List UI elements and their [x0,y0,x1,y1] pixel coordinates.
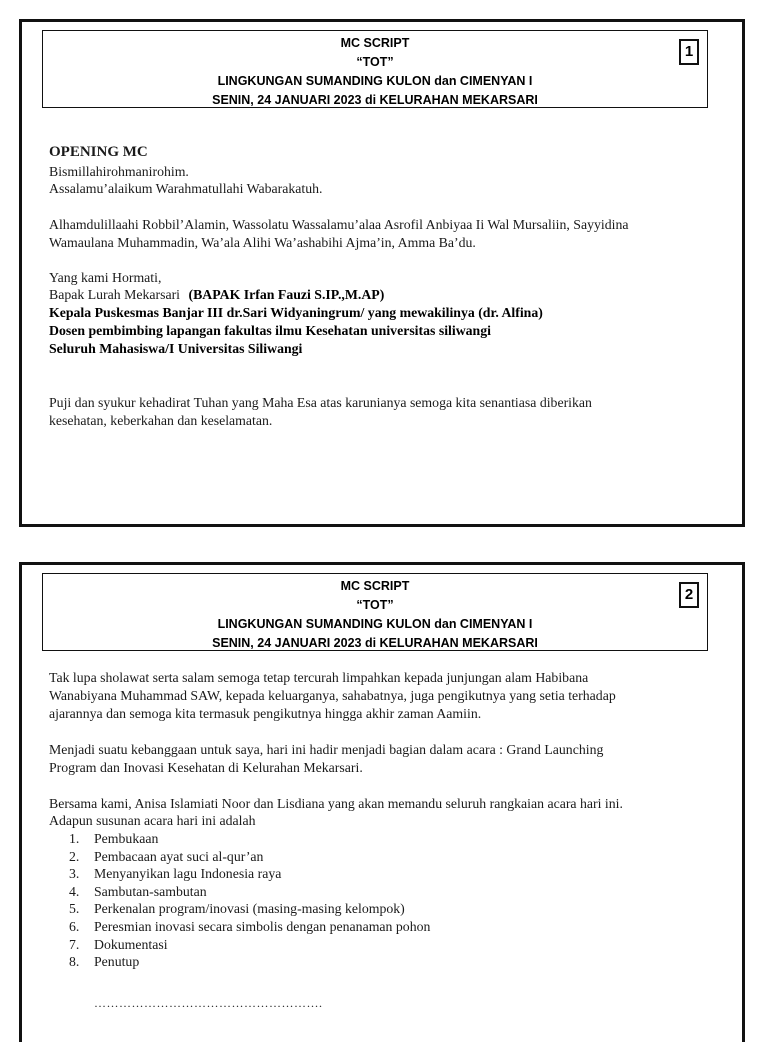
host-intro-line: Bersama kami, Anisa Islamiati Noor dan Lisdiana yang akan memandu seluruh rangkaian acara hari ini. [49,796,623,811]
page-number: 1 [679,39,699,65]
thanks-line: Puji dan syukur kehadirat Tuhan yang Maha Esa atas karunianya semoga kita senantiasa diberikan [49,395,592,410]
host-intro-line: Adapun susunan acara hari ini adalah [49,813,256,828]
sholawat-line: ajarannya dan semoga kita termasuk pengikutnya hingga akhir zaman Aamiin. [49,706,482,721]
script-page-2 [19,562,745,1042]
greeting-line: Assalamu’alaikum Warahmatullahi Wabarakatuh. [49,181,323,196]
list-item: 3. Menyanyikan lagu Indonesia raya [69,866,282,882]
header-subtitle: “TOT” [356,598,394,612]
header-title: MC SCRIPT [340,579,410,593]
header-date-place: SENIN, 24 JANUARI 2023 di KELURAHAN MEKARSARI [212,93,538,107]
list-item: 5. Perkenalan program/inovasi (masing-masing kelompok) [69,901,405,917]
list-item: 1. Pembukaan [69,831,159,846]
list-item: 6. Peresmian inovasi secara simbolis dengan penanaman pohon [69,918,431,934]
event-intro-line: Menjadi suatu kebanggaan untuk saya, hari ini hadir menjadi bagian dalam acara : Grand Launching [49,742,604,757]
header-location: LINGKUNGAN SUMANDING KULON dan CIMENYAN I [217,617,533,631]
agenda-list [69,830,430,971]
list-item: 7. Dokumentasi [69,936,168,952]
header-date-place: SENIN, 24 JANUARI 2023 di KELURAHAN MEKARSARI [212,636,538,650]
honor-line-lurah [49,286,384,303]
hamdalah-line: Wamaulana Muhammadin, Wa’ala Alihi Wa’ashabihi Ajma’in, Amma Ba’du. [49,235,476,250]
list-item: 2. Pembacaan ayat suci al-qur’an [69,848,264,864]
sholawat-line: Tak lupa sholawat serta salam semoga tetap tercurah limpahkan kepada junjungan alam Habibana [49,670,589,685]
honor-lurah-name: (BAPAK Irfan Fauzi S.IP.,M.AP) [188,287,385,302]
header-subtitle: “TOT” [356,55,394,69]
list-item: 4. Sambutan-sambutan [69,883,207,899]
sholawat-line: Wanabiyana Muhammad SAW, kepada keluarganya, sahabatnya, juga pengikutnya yang setia terhadap [49,688,616,703]
honor-lurah-prefix: Bapak Lurah Mekarsari [49,287,181,302]
greeting-line: Bismillahirohmanirohim. [49,164,189,179]
page-number: 2 [679,582,699,608]
script-page-1 [19,19,745,527]
header-title: MC SCRIPT [340,36,410,50]
opening-heading: OPENING MC [49,144,148,160]
honor-line: Kepala Puskesmas Banjar III dr.Sari Widyaningrum/ yang mewakilinya (dr. Alfina) [49,305,543,320]
script-header [42,30,708,108]
event-intro-line: Program dan Inovasi Kesehatan di Kelurahan Mekarsari. [49,760,363,775]
honor-intro: Yang kami Hormati, [49,270,162,285]
script-header [42,573,708,651]
dotted-placeholder: ………………………………………………. [94,996,323,1010]
list-item: 8. Penutup [69,954,140,970]
honor-line: Seluruh Mahasiswa/I Universitas Siliwangi [49,341,303,356]
thanks-line: kesehatan, keberkahan dan keselamatan. [49,413,273,428]
honor-line: Dosen pembimbing lapangan fakultas ilmu Kesehatan universitas siliwangi [49,323,491,338]
header-location: LINGKUNGAN SUMANDING KULON dan CIMENYAN I [217,74,533,88]
hamdalah-line: Alhamdulillaahi Robbil’Alamin, Wassolatu Wassalamu’alaa Asrofil Anbiyaa Ii Wal Mursaliin, Sayyidina [49,217,629,232]
